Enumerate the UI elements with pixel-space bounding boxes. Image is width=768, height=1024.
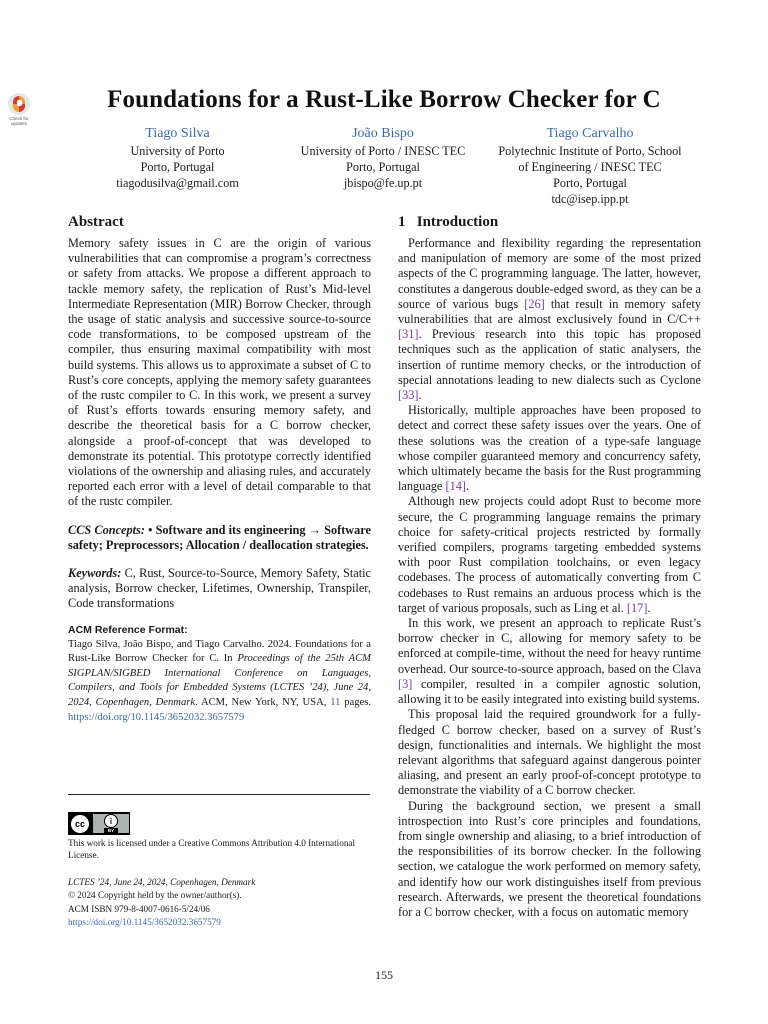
author-block-2 (283, 125, 483, 191)
author-name[interactable]: Tiago Carvalho (546, 126, 634, 141)
page-number: 155 (375, 968, 393, 982)
citation-link[interactable]: [26] (524, 296, 545, 311)
author-email: jbispo@fe.up.pt (343, 176, 423, 190)
by-label: BY (104, 828, 118, 833)
introduction-heading: 1 Introduction (398, 214, 499, 230)
author-affiliation: University of Porto (130, 144, 225, 158)
page-count-link[interactable]: 11 (330, 697, 341, 709)
cc-by-license-logo[interactable] (68, 812, 130, 835)
paper-title: Foundations for a Rust-Like Borrow Checker for C (107, 86, 661, 113)
ccs-text: • Software and its engineering → Software safety; Preprocessors; Allocation / deallocation strategies. (68, 522, 372, 552)
license-text: This work is licensed under a Creative Commons Attribution 4.0 International License. (68, 838, 356, 860)
acm-reference (68, 624, 371, 726)
left-column (68, 213, 371, 725)
author-name[interactable]: João Bispo (352, 126, 414, 141)
citation-link[interactable]: [3] (398, 676, 413, 691)
intro-paragraph-1: Performance and flexibility regarding the representation and manipulation of memory are some of the most prized aspects of the C programming language. The latter, however, constitutes a dangerous double-edged sword, as they can be a source of various bugs [26] that result in memory safety vulnerabilities that are almost exclusively found in C/C++ [31]. Previous research into this topic has proposed techniques such as the application of static analysers, the insertion of runtime memory checks, or the introduction of special annotations leading to new dialects such as Cyclone [33]. (398, 236, 701, 403)
right-column (398, 213, 701, 920)
citation-link[interactable]: [31] (398, 327, 419, 342)
conference-line: LCTES ’24, June 24, 2024, Copenhagen, Denmark (68, 877, 256, 887)
isbn-line: ACM ISBN 979-8-4007-0616-5/24/06 (68, 903, 210, 914)
citation-link[interactable]: [14] (445, 479, 466, 494)
author-email: tiagodusilva@gmail.com (116, 176, 239, 190)
author-affiliation: Polytechnic Institute of Porto, School (498, 144, 682, 158)
conference-doi-link[interactable]: https://doi.org/10.1145/3652032.3657579 (68, 916, 221, 927)
intro-paragraph-2: Historically, multiple approaches have been proposed to detect and correct these safety issues over the years. One of these solutions was the creation of a type-safe language whose compiler guaranteed memory and concurrency safety, which ultimately became the basis for the Rust programming language [14]. (398, 403, 701, 494)
person-icon: i (104, 814, 118, 828)
author-affiliation: University of Porto / INESC TEC (300, 144, 466, 158)
author-email: tdc@isep.ipp.pt (551, 192, 629, 206)
citation-link[interactable]: [17] (626, 600, 648, 615)
attribution-icon (93, 814, 129, 833)
copyright-line: © 2024 Copyright held by the owner/author(s). (68, 890, 242, 901)
intro-paragraph-5: This proposal laid the required groundwork for a fully-fledged C borrow checker, based on a survey of Rust’s design, functionalities and internals. We highlight the most relevant algorithms that safeguard against dangerous pointer aliasing, and present an early proof-of-concept prototype to demonstrate the viability of a C borrow checker. (398, 707, 701, 798)
acm-reference-text: Tiago Silva, João Bispo, and Tiago Carvalho. 2024. Foundations for a Rust-Like Borrow Checker for C. In Proceedings of the 25th ACM SIGPLAN/SIGBED International Conference on Languages, Compilers, and Tools for Embedded Systems (LCTES ’24), June 24, 2024, Copenhagen, Denmark. ACM, New York, NY, USA, 11 pages. https://doi.org/10.1145/3652032.3657579 (68, 638, 372, 723)
ccs-label: CCS Concepts: (68, 522, 145, 537)
abstract-text: Memory safety issues in C are the origin of various vulnerabilities that can compromise a program’s correctness or safety from attacks. We propose a different approach to tackle memory safety, the replication of Rust’s Mid-level Intermediate Representation (MIR) Borrow Checker, through the usage of static analysis and successive source-to-source code transformations, to be composed upstream of the compiler, thus ensuring maximal compatibility with most build systems. This allows us to approximate a subset of C to Rust’s core concepts, applying the memory safety guarantees of the rustc compiler to C. In this work, we present a survey of Rust’s efforts towards ensuring memory safety, and describe the theoretical basis for a C borrow checker, alongside a proof-of-concept that was developed to demonstrate its potential. This prototype correctly identified violations of the ownership and aliasing rules, and accurately reported each error with a level of detail comparable to that of the rustc compiler. (68, 236, 371, 509)
conference-info (68, 876, 371, 929)
author-location: Porto, Portugal (553, 176, 627, 190)
author-affiliation: of Engineering / INESC TEC (518, 160, 662, 174)
doi-link[interactable]: https://doi.org/10.1145/3652032.3657579 (68, 711, 245, 723)
author-block-1 (75, 125, 280, 191)
intro-paragraph-3: Although new projects could adopt Rust to become more secure, the C programming language remains the primary choice for safety-critical projects restricted by formally verified compilers, programs targeting embedded systems with poor Rust compilation toolchains, or even legacy codebases. The process of automatically converting from C codebases to Rust remains an arduous process which is the target of various proposals, such as Ling et al. [17]. (398, 494, 701, 615)
badge-text: Check for updates (9, 116, 29, 126)
ccs-concepts (68, 523, 371, 553)
keywords-text: C, Rust, Source-to-Source, Memory Safety, Static analysis, Borrow checker, Lifetimes, Ownership, Transpiler, Code transformations (68, 566, 371, 611)
author-location: Porto, Portugal (140, 160, 215, 174)
abstract-heading: Abstract (68, 214, 124, 230)
author-block-3 (486, 125, 694, 207)
intro-paragraph-6: During the background section, we present a small introspection into Rust’s core principles and foundations, from single ownership and aliasing, to a brief introduction of the responsibilities of its borrow checker. In the following section, we catalogue the work performed on memory safety, and identify how our work distinguishes itself from previous research. Afterwards, we present the theoretical foundations for a C borrow checker, with a focus on automatic memory (398, 798, 701, 919)
keywords-label: Keywords: (68, 566, 122, 581)
author-name[interactable]: Tiago Silva (145, 126, 210, 141)
intro-paragraph-4: In this work, we present an approach to replicate Rust’s borrow checker in C, allowing for memory safety to be enforced at compile-time, without the need for heavy runtime overhead. Our source-to-source approach, based on the Clava [3] compiler, resulted in a compiler agnostic solution, allowing it to be easily integrated into existing build systems. (398, 616, 701, 707)
acm-reference-label: ACM Reference Format: (68, 623, 188, 636)
keywords (68, 566, 371, 612)
author-location: Porto, Portugal (346, 160, 420, 174)
citation-link[interactable]: [33] (398, 388, 419, 403)
divider (68, 794, 370, 795)
creative-commons-icon: cc (71, 815, 89, 833)
